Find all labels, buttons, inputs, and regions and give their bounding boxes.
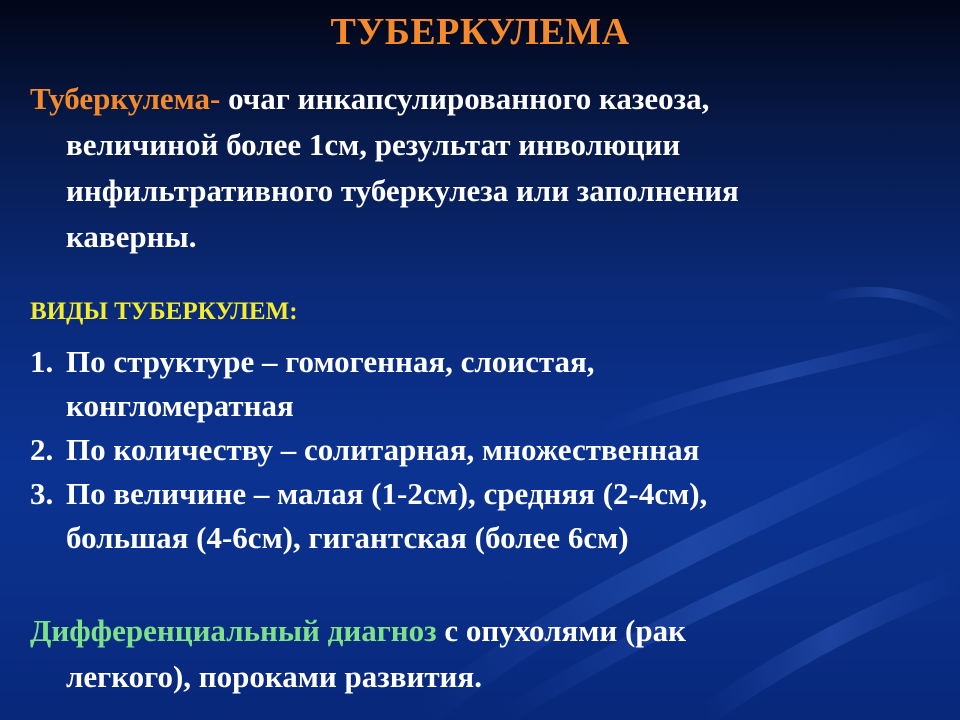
definition-block: [30, 76, 910, 260]
definition-line: [30, 76, 910, 122]
list-item-text: [66, 472, 707, 560]
definition-text: очаг инкапсулированного казеоза,: [220, 81, 710, 116]
list-item: [30, 428, 930, 472]
list-item-line: По структуре – гомогенная, слоистая,: [66, 344, 595, 379]
differential-block: [30, 608, 930, 700]
list-item-line: большая (4-6см), гигантская (более 6см): [66, 520, 629, 555]
list-item-text: [66, 340, 594, 428]
differential-line: [30, 608, 930, 654]
definition-text: величиной более 1см, результат инволюции: [66, 127, 681, 162]
list-item-number: 2.: [30, 432, 54, 467]
list-item-line: По величине – малая (1-2см), средняя (2-4см),: [66, 476, 708, 511]
types-heading: ВИДЫ ТУБЕРКУЛЕМ:: [30, 298, 298, 325]
definition-text: каверны.: [66, 219, 197, 254]
list-item: [30, 340, 930, 428]
definition-text: инфильтративного туберкулеза или заполнения: [66, 173, 739, 208]
differential-term: Дифференциальный диагноз: [30, 613, 437, 648]
slide-title: ТУБЕРКУЛЕМА: [330, 11, 630, 53]
differential-text: легкого), пороками развития.: [66, 659, 482, 694]
types-list: [30, 340, 930, 560]
differential-text: с опухолями (рак: [436, 613, 686, 648]
list-item-number: 3.: [30, 476, 54, 511]
list-item-number: 1.: [30, 344, 54, 379]
list-item-line: конгломератная: [66, 388, 294, 423]
list-item-line: По количеству – солитарная, множественная: [66, 432, 700, 467]
list-item: [30, 472, 930, 560]
list-item-text: [66, 428, 699, 472]
definition-term: Туберкулема-: [30, 81, 221, 116]
